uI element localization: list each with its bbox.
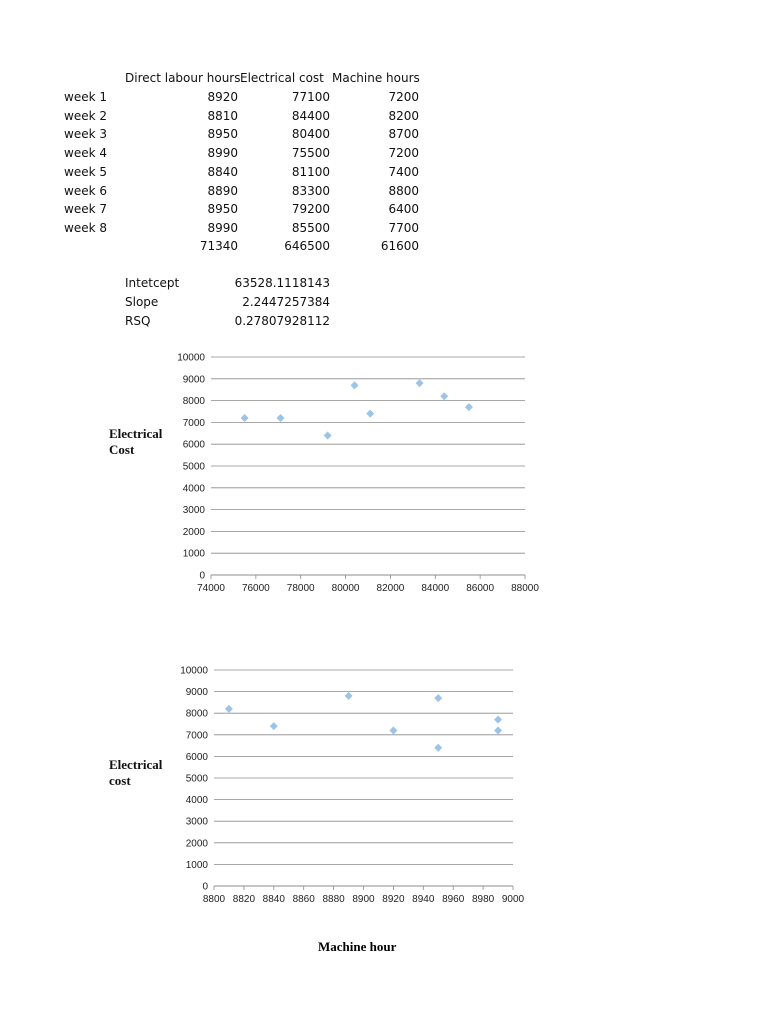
table-cell: 83300 xyxy=(291,183,330,198)
y-tick-label: 8000 xyxy=(185,708,208,720)
gridlines xyxy=(214,670,513,864)
header-machine-hours: Machine hours xyxy=(332,71,420,85)
table-cell: 8200 xyxy=(388,108,419,123)
data-point xyxy=(324,431,332,439)
x-tick-labels xyxy=(197,575,539,594)
table-cell: 8990 xyxy=(207,146,238,161)
header-direct-labour-hours: Direct labour hours xyxy=(125,71,241,85)
total-machine-hours: 61600 xyxy=(380,239,419,253)
y-tick-labels xyxy=(177,353,205,582)
table-cell: 6400 xyxy=(388,202,419,217)
x-tick-labels xyxy=(203,886,525,905)
x-tick-label: 8940 xyxy=(412,894,435,905)
y-tick-label: 5000 xyxy=(185,773,208,785)
x-tick-label: 8980 xyxy=(471,894,495,905)
y-axis-label-chart1: Electrical Cost xyxy=(109,426,163,457)
row-label: week 8 xyxy=(64,220,107,235)
x-tick-label: 82000 xyxy=(376,583,405,594)
data-point xyxy=(416,379,424,387)
scatter-chart-direct-labour-hour xyxy=(0,655,768,945)
table-cell: 84400 xyxy=(291,108,330,123)
data-point xyxy=(465,403,473,411)
data-point xyxy=(277,414,285,422)
y-tick-label: 8000 xyxy=(182,396,205,408)
y-tick-label: 5000 xyxy=(182,461,205,473)
data-point xyxy=(225,705,233,713)
x-tick-label: 84000 xyxy=(421,583,450,594)
table-cell: 8800 xyxy=(388,183,419,198)
table-cell: 8990 xyxy=(207,220,238,235)
x-tick-label: 9000 xyxy=(501,894,525,905)
data-point xyxy=(366,410,374,418)
x-tick-label: 76000 xyxy=(241,583,270,594)
x-tick-label: 8800 xyxy=(202,894,226,905)
row-label: week 5 xyxy=(64,164,107,179)
intercept-label: Intetcept xyxy=(125,276,180,290)
slope-value: 2.2447257384 xyxy=(242,295,330,309)
y-tick-labels xyxy=(180,666,208,893)
y-tick-label: 4000 xyxy=(182,483,205,495)
table-cell: 7400 xyxy=(388,164,419,179)
x-tick-label: 74000 xyxy=(197,583,225,594)
table-cell: 81100 xyxy=(291,164,330,179)
row-label: week 3 xyxy=(64,127,107,142)
table-cell: 7200 xyxy=(388,146,419,161)
total-direct-labour-hours: 71340 xyxy=(199,239,238,253)
x-tick-label: 8880 xyxy=(322,894,345,905)
data-point xyxy=(434,694,442,702)
x-tick-label: 8820 xyxy=(232,894,256,905)
y-tick-label: 9000 xyxy=(185,687,208,699)
data-point xyxy=(351,381,359,389)
y-tick-label: 1000 xyxy=(185,859,208,871)
data-point xyxy=(434,744,442,752)
x-tick-label: 8840 xyxy=(262,894,285,905)
data-points xyxy=(241,379,473,439)
x-tick-label: 88000 xyxy=(511,583,539,594)
y-tick-label: 3000 xyxy=(182,505,205,517)
x-tick-label: 8900 xyxy=(352,894,375,905)
y-tick-label: 7000 xyxy=(182,417,205,429)
rsq-label: RSQ xyxy=(125,314,151,328)
x-tick-label: 78000 xyxy=(286,583,315,594)
y-tick-label: 2000 xyxy=(182,526,205,538)
y-tick-label: 7000 xyxy=(185,730,208,742)
table-cell: 77100 xyxy=(291,90,330,104)
table-cell: 8890 xyxy=(207,183,238,198)
table-cell: 79200 xyxy=(291,202,330,217)
data-point xyxy=(494,716,502,724)
gridlines xyxy=(211,357,525,553)
data-point xyxy=(389,726,397,734)
y-tick-label: 6000 xyxy=(182,439,205,451)
x-tick-label: 8920 xyxy=(382,894,405,905)
data-point xyxy=(241,414,249,422)
table-cell: 85500 xyxy=(291,220,330,235)
row-label: week 4 xyxy=(64,146,107,161)
slope-label: Slope xyxy=(125,295,159,309)
table-cell: 8950 xyxy=(207,127,238,142)
y-tick-label: 4000 xyxy=(185,795,208,807)
x-axis-label: Machine hour xyxy=(318,939,397,954)
intercept-value: 63528.1118143 xyxy=(234,276,330,290)
table-cell: 8700 xyxy=(388,127,419,142)
header-electrical-cost: Electrical cost xyxy=(240,71,324,85)
row-label: week 7 xyxy=(64,202,107,217)
y-tick-label: 9000 xyxy=(182,374,205,386)
row-label: week 1 xyxy=(64,90,107,104)
total-electrical-cost: 646500 xyxy=(284,239,330,253)
table-cell: 7700 xyxy=(388,220,419,235)
table-cell: 8950 xyxy=(207,202,238,217)
y-tick-label: 6000 xyxy=(185,751,208,763)
y-tick-label: 2000 xyxy=(185,838,208,850)
y-tick-label: 1000 xyxy=(182,548,205,560)
y-tick-label: 0 xyxy=(202,881,208,893)
data-points xyxy=(225,692,502,752)
row-label: week 6 xyxy=(64,183,107,198)
y-tick-label: 10000 xyxy=(177,352,205,364)
table-cell: 7200 xyxy=(388,90,419,104)
data-point xyxy=(494,726,502,734)
data-point xyxy=(440,392,448,400)
x-tick-label: 86000 xyxy=(466,583,495,594)
table-cell: 8840 xyxy=(207,164,238,179)
y-axis-label-chart2: Electrical cost xyxy=(109,757,163,788)
y-tick-label: 0 xyxy=(199,570,205,582)
x-tick-label: 8960 xyxy=(442,894,465,905)
table-cell: 75500 xyxy=(291,146,330,161)
x-tick-label: 8860 xyxy=(292,894,315,905)
table-cell: 80400 xyxy=(291,127,330,142)
y-tick-label: 10000 xyxy=(180,665,208,677)
rsq-value: 0.27807928112 xyxy=(234,314,330,328)
table-cell: 8920 xyxy=(207,90,238,104)
table-cell: 8810 xyxy=(207,108,238,123)
data-point xyxy=(270,722,278,730)
row-label: week 2 xyxy=(64,108,107,123)
y-tick-label: 3000 xyxy=(185,816,208,828)
data-point xyxy=(345,692,353,700)
x-tick-label: 80000 xyxy=(331,583,360,594)
